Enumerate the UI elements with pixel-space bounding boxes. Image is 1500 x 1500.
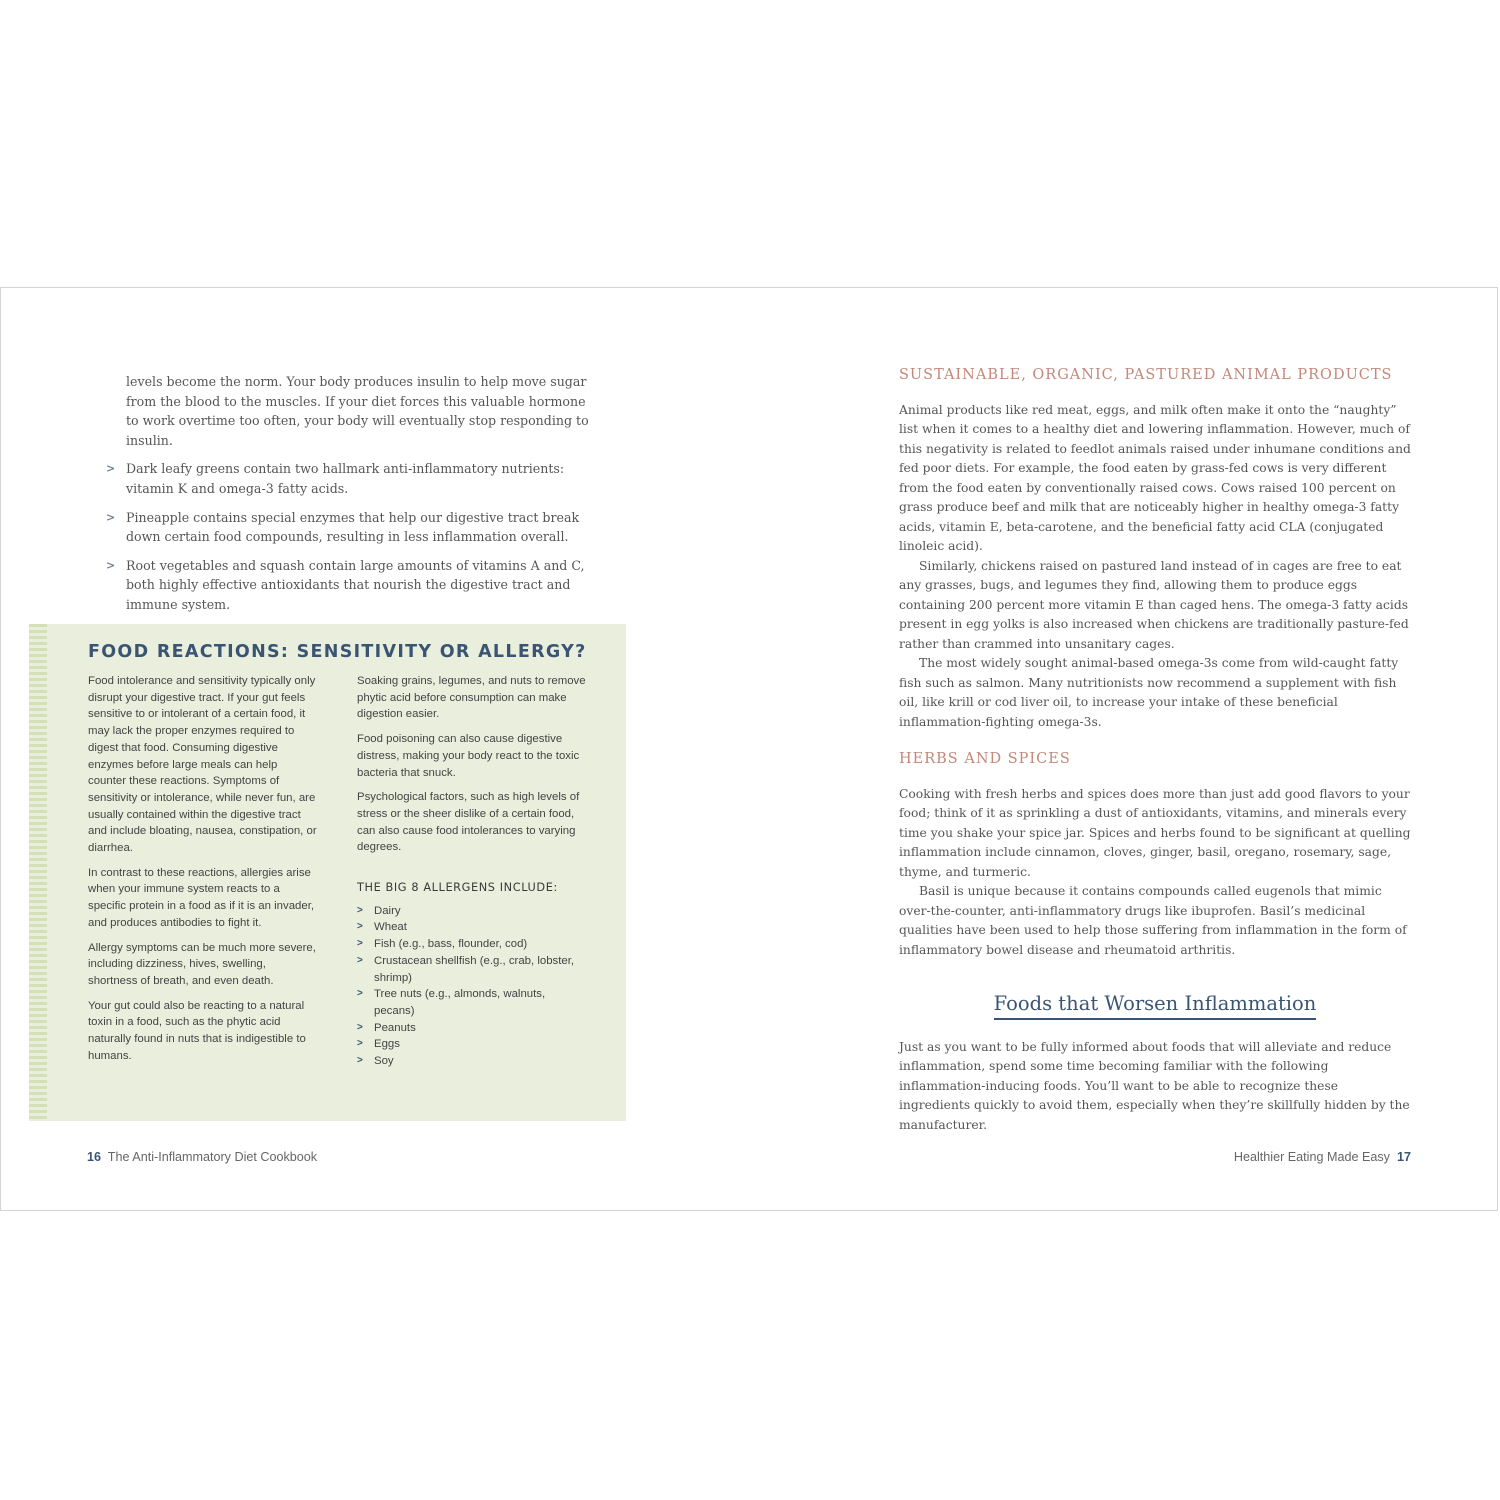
body-paragraph: Just as you want to be fully informed about foods that will alleviate and reduce inflammation, spend some time becoming familiar with the following inflammation-inducing foods. You’ll want to be able to recognize these ingredients quickly to avoid them, especially when they’re skillfully hidden by the manufacturer.: [899, 1039, 1410, 1132]
chevron-right-icon: >: [106, 462, 116, 476]
allergen-list: [357, 903, 587, 1070]
sidebar-column-1: [88, 673, 318, 1072]
list-item: > Dairy: [374, 903, 587, 920]
list-item: > Tree nuts (e.g., almonds, walnuts, pecans): [357, 988, 546, 1017]
section-title: Healthier Eating Made Easy: [1233, 1150, 1390, 1164]
section-heading: HERBS AND SPICES: [899, 751, 1071, 767]
allergens-heading: THE BIG 8 ALLERGENS INCLUDE:: [357, 881, 558, 895]
chevron-right-icon: >: [357, 1055, 363, 1067]
list-item: > Eggs: [374, 1036, 587, 1053]
sidebar-paragraph: Allergy symptoms can be much more severe, including dizziness, hives, swelling, shortness of breath, and even death.: [88, 941, 316, 987]
list-item: > Peanuts: [374, 1020, 587, 1037]
chevron-right-icon: >: [357, 1038, 363, 1050]
subheading-wrap: [899, 994, 1411, 1020]
chevron-right-icon: >: [357, 904, 363, 916]
chevron-right-icon: >: [106, 558, 116, 572]
intro-paragraph: levels become the norm. Your body produces insulin to help move sugar from the blood to the muscles. If your diet forces this valuable hormone to work overtime too often, your body will eventually stop responding to insulin.: [126, 374, 589, 448]
list-item: > Dark leafy greens contain two hallmark anti-inflammatory nutrients: vitamin K and omega-3 fatty acids.: [106, 461, 565, 496]
sidebar-paragraph: Food intolerance and sensitivity typically only disrupt your digestive tract. If your gut feels sensitive to or intolerant of a certain food, it may lack the proper enzymes required to digest that food. Consuming digestive enzymes before large meals can help counter these reactions. Symptoms of sensitivity or intolerance, while never fun, are usually contained within the digestive tract and include bloating, nausea, constipation, or diarrhea.: [88, 675, 317, 855]
body-paragraph: Similarly, chickens raised on pastured land instead of in cages are free to eat any grasses, bugs, and legumes they find, allowing them to produce eggs containing 200 percent more vitamin E than caged hens. The omega-3 fatty acids present in egg yolks is also increased when chickens are traditionally pasture-fed rather than crammed into unsanitary cages.: [899, 558, 1409, 651]
sidebar-paragraph: Food poisoning can also cause digestive distress, making your body react to the toxic bacteria that snuck.: [357, 733, 580, 779]
food-reactions-sidebar: [29, 624, 626, 1121]
book-spread: [0, 287, 1498, 1211]
benefit-list: [106, 459, 601, 614]
sidebar-paragraph: In contrast to these reactions, allergies arise when your immune system reacts to a specific protein in a food as if it is an invader, and produces antibodies to fight it.: [88, 866, 315, 929]
left-page-body: [106, 372, 601, 615]
list-item: > Crustacean shellfish (e.g., crab, lobster, shrimp): [357, 954, 575, 984]
subheading: Foods that Worsen Inflammation: [994, 994, 1317, 1020]
body-paragraph: Cooking with fresh herbs and spices does more than just add good flavors to your food; think of it as sprinkling a dust of antioxidants, vitamins, and minerals every time you shake your spice jar. Spices and herbs found to be significant at quelling inflammation include cinnamon, cloves, ginger, basil, oregano, rosemary, sage, thyme, and turmeric.: [899, 786, 1411, 879]
right-page-footer: [1234, 1150, 1411, 1164]
chevron-right-icon: >: [357, 988, 363, 1000]
sidebar-title: FOOD REACTIONS: SENSITIVITY OR ALLERGY?: [88, 642, 587, 662]
body-paragraph: Basil is unique because it contains compounds called eugenols that mimic over-the-counter, anti-inflammatory drugs like ibuprofen. Basil’s medicinal qualities have been used to help those suffering from inflammation in the form of inflammatory bowel disease and rheumatoid arthritis.: [899, 884, 1407, 957]
chevron-right-icon: >: [106, 510, 116, 524]
page-number: 16: [87, 1150, 102, 1164]
decorative-edge: [29, 624, 47, 1121]
list-item: > Root vegetables and squash contain large amounts of vitamins A and C, both highly effective antioxidants that nourish the digestive tract and immune system.: [106, 557, 585, 612]
body-paragraph: Animal products like red meat, eggs, and milk often make it onto the “naughty” list when it comes to a healthy diet and lowering inflammation. However, much of this negativity is related to feedlot animals raised under inhumane conditions and fed poor diets. For example, the food eaten by grass-fed cows is very different from the food eaten by conventionally raised cows. Cows raised 100 percent on grass produce beef and milk that are noticeably higher in healthy omega-3 fatty acids, vitamin E, beta-carotene, and the beneficial fatty acid CLA (conjugated linoleic acid).: [899, 402, 1411, 553]
list-item: > Pineapple contains special enzymes that help our digestive tract break down certain food compounds, resulting in less inflammation overall.: [106, 509, 580, 545]
right-page-body: [899, 366, 1411, 1135]
list-item: > Soy: [374, 1053, 587, 1070]
sidebar-paragraph: Soaking grains, legumes, and nuts to remove phytic acid before consumption can make digestion easier.: [357, 675, 586, 721]
chevron-right-icon: >: [357, 954, 363, 966]
chevron-right-icon: >: [357, 921, 363, 933]
sidebar-paragraph: Your gut could also be reacting to a natural toxin in a food, such as the phytic acid naturally found in nuts that is indigestible to humans.: [88, 999, 306, 1062]
list-item: > Fish (e.g., bass, flounder, cod): [374, 936, 587, 953]
sidebar-paragraph: Psychological factors, such as high levels of stress or the sheer dislike of a certain food, can also cause food intolerances to varying degrees.: [357, 791, 580, 854]
left-page-footer: [87, 1150, 317, 1164]
book-title: The Anti-Inflammatory Diet Cookbook: [107, 1150, 318, 1164]
sidebar-column-2: [357, 673, 587, 1070]
page-number: 17: [1396, 1150, 1411, 1164]
chevron-right-icon: >: [357, 938, 363, 950]
section-heading: SUSTAINABLE, ORGANIC, PASTURED ANIMAL PRODUCTS: [899, 367, 1393, 383]
body-paragraph: The most widely sought animal-based omega-3s come from wild-caught fatty fish such as salmon. Many nutritionists now recommend a supplement with fish oil, like krill or cod liver oil, to increase your intake of these beneficial inflammation-fighting omega-3s.: [899, 656, 1399, 729]
chevron-right-icon: >: [357, 1021, 363, 1033]
list-item: > Wheat: [374, 919, 587, 936]
